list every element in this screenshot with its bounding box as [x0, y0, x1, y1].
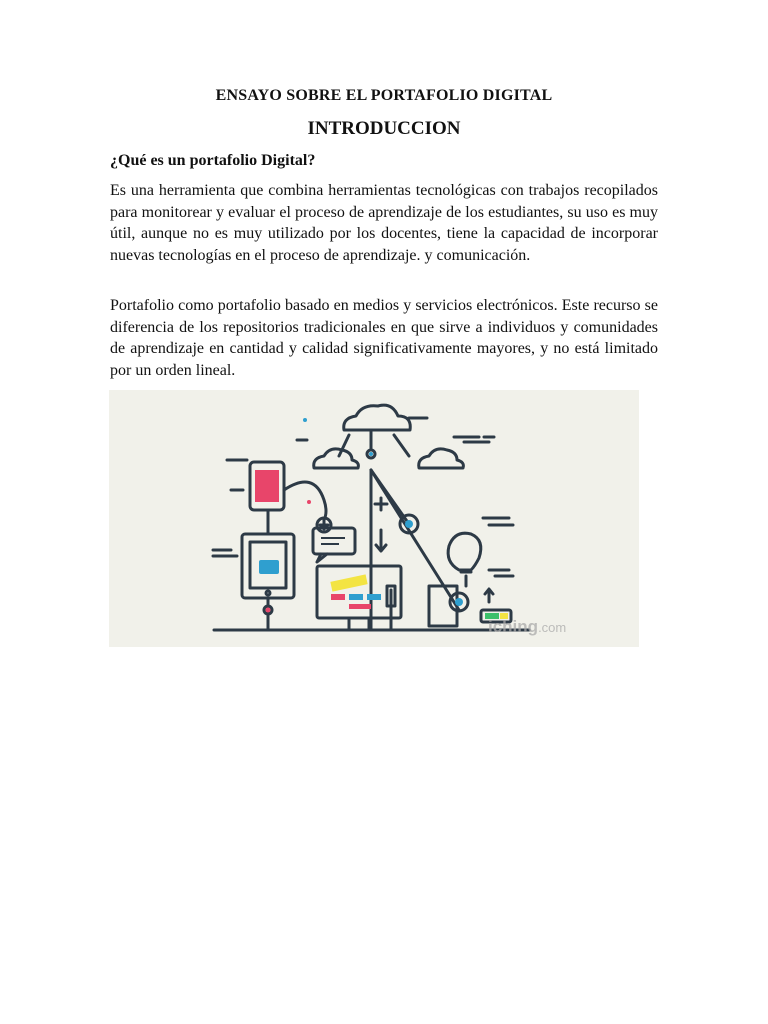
- watermark-domain: .com: [538, 620, 567, 635]
- paragraph-1: Es una herramienta que combina herramientas tecnológicas con trabajos recopilados para monitorear y evaluar el proceso de aprendizaje de los estudiantes, su uso es muy útil, aunque no es muy utilizado por los docentes, tiene la capacidad de incorporar nuevas tecnologías en el proceso de aprendizaje. y comunicación.: [110, 182, 658, 264]
- phone-screen: [255, 470, 279, 502]
- paragraph-2: Portafolio como portafolio basado en medios y servicios electrónicos. Este recurso se diferencia de los repositorios tradicionales en que sirve a individuos y comunidades de aprendizaje en cantidad y calidad significativamente mayores, y no está limitado por un orden lineal.: [110, 297, 658, 379]
- folder-icon: [259, 560, 279, 574]
- section-heading: INTRODUCCION: [307, 118, 461, 139]
- digital-portfolio-illustration: [109, 390, 639, 647]
- watermark-brand: iching: [488, 617, 539, 636]
- cloud-icon: [344, 405, 411, 430]
- cloud-icon: [419, 449, 464, 468]
- illustration-svg: [109, 390, 639, 647]
- sticky-note: [330, 574, 367, 591]
- question-heading: ¿Qué es un portafolio Digital?: [110, 152, 316, 169]
- watermark-logo: [488, 617, 566, 637]
- cloud-icon: [314, 449, 359, 468]
- lightbulb-icon: [448, 533, 481, 570]
- document-title: ENSAYO SOBRE EL PORTAFOLIO DIGITAL: [215, 87, 553, 104]
